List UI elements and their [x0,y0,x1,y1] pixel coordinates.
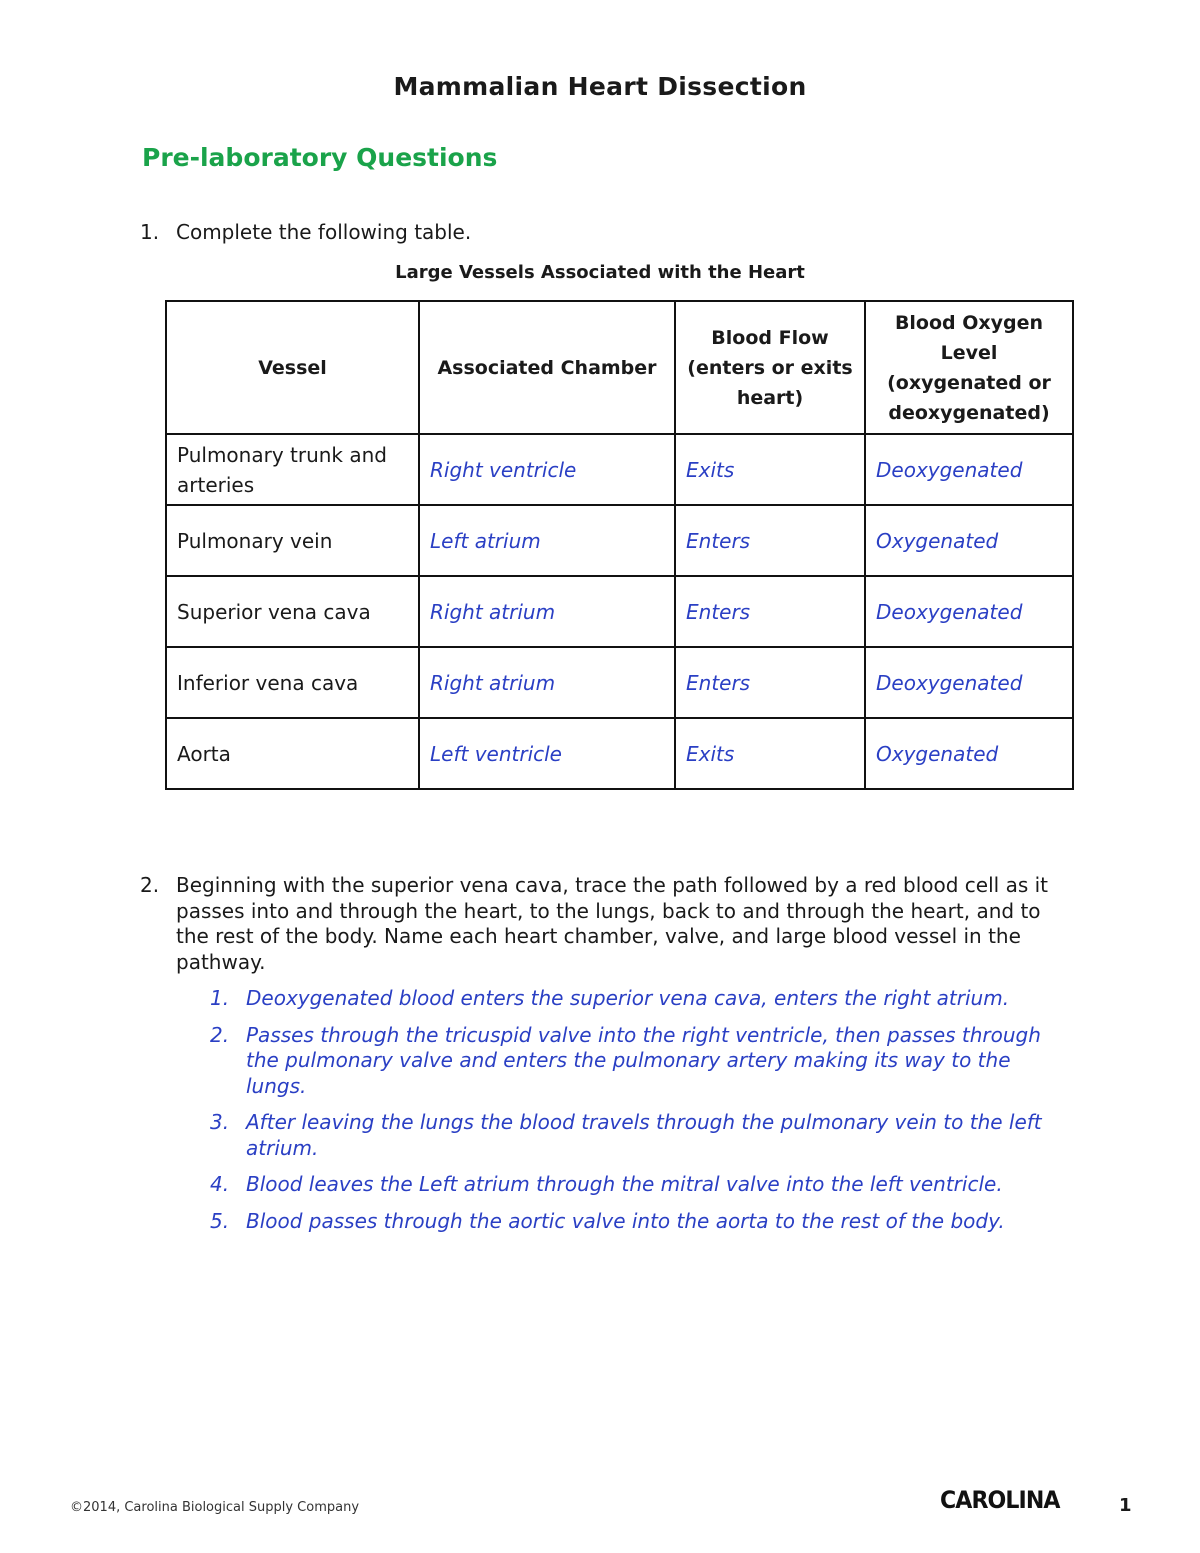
table-row [166,434,1073,505]
list-item [210,1172,1070,1198]
chamber-cell: Left atrium [419,505,675,576]
list-item [210,986,1070,1012]
table-row [166,647,1073,718]
flow-cell: Enters [675,576,865,647]
list-item [210,1110,1070,1161]
carolina-logo: CAROLINA [940,1486,1060,1514]
list-item [210,1209,1070,1235]
question-2 [140,873,1060,974]
header-blood-flow: Blood Flow (enters or exits heart) [675,301,865,434]
chamber-cell: Left ventricle [419,718,675,789]
answer-text: Blood passes through the aortic valve into the aorta to the rest of the body. [246,1208,1005,1233]
chamber-cell: Right atrium [419,576,675,647]
flow-cell: Enters [675,505,865,576]
answer-number: 1. [210,986,230,1010]
header-blood-oxygen-level: Blood Oxygen Level (oxygenated or deoxygenated) [865,301,1073,434]
vessel-cell: Pulmonary vein [166,505,419,576]
vessel-cell: Inferior vena cava [166,647,419,718]
question-1-text: Complete the following table. [176,220,472,244]
answer-text: Deoxygenated blood enters the superior vena cava, enters the right atrium. [246,986,1010,1010]
table-row [166,505,1073,576]
vessels-table [165,300,1074,790]
flow-cell: Exits [675,718,865,789]
table-header-row [166,301,1073,434]
chamber-cell: Right ventricle [419,434,675,505]
answer-number: 5. [210,1208,230,1233]
question-1 [140,220,471,244]
oxygen-cell: Deoxygenated [865,576,1073,647]
document-title: Mammalian Heart Dissection [393,72,807,101]
answer-text: Passes through the tricuspid valve into the right ventricle, then passes through the pulmonary valve and enters the pulmonary artery making its way to the lungs. [246,1022,1041,1098]
answer-number: 3. [210,1110,230,1134]
answer-list [210,986,1070,1245]
footer-copyright: ©2014, Carolina Biological Supply Company [70,1500,360,1515]
answer-text: Blood leaves the Left atrium through the mitral valve into the left ventricle. [246,1172,1003,1196]
section-heading: Pre-laboratory Questions [142,143,498,172]
flow-cell: Enters [675,647,865,718]
chamber-cell: Right atrium [419,647,675,718]
vessel-cell: Aorta [166,718,419,789]
table-row [166,718,1073,789]
header-vessel: Vessel [166,301,419,434]
list-item [210,1023,1070,1100]
flow-cell: Exits [675,434,865,505]
page-number: 1 [1119,1495,1132,1516]
oxygen-cell: Deoxygenated [865,434,1073,505]
answer-text: After leaving the lungs the blood travels through the pulmonary vein to the left atrium. [246,1110,1042,1160]
table-caption: Large Vessels Associated with the Heart [395,262,805,283]
oxygen-cell: Oxygenated [865,505,1073,576]
header-associated-chamber: Associated Chamber [419,301,675,434]
answer-number: 4. [210,1172,230,1196]
oxygen-cell: Deoxygenated [865,647,1073,718]
question-1-number: 1. [140,220,160,244]
vessel-cell: Superior vena cava [166,576,419,647]
vessel-cell: Pulmonary trunk and arteries [166,434,419,505]
question-2-text: Beginning with the superior vena cava, trace the path followed by a red blood cell as it passes into and through the heart, to the lungs, back to and through the heart, and to the rest of the body. Name each heart chamber, valve, and large blood vessel in the pathway. [176,873,1049,974]
oxygen-cell: Oxygenated [865,718,1073,789]
answer-number: 2. [210,1022,230,1047]
question-2-number: 2. [140,873,160,897]
table-row [166,576,1073,647]
